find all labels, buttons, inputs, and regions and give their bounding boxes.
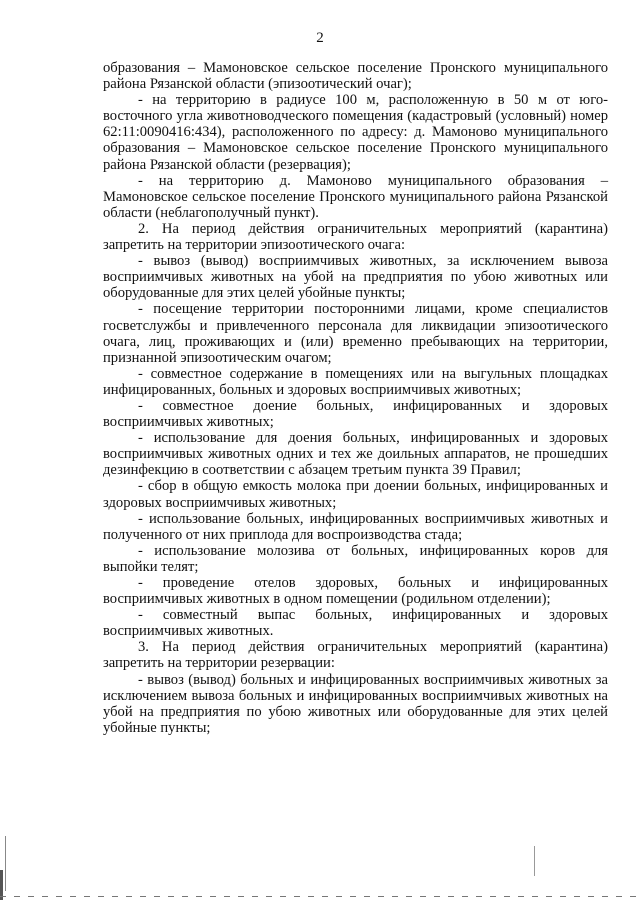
scan-artifact-right bbox=[534, 846, 535, 876]
paragraph-reservation: - на территорию в радиусе 100 м, расположенную в 50 м от юго-восточного угла животноводческого помещения (кадастровый (условный) номер 62:11:0090416:434), расположенного по адресу: д. Мамоново муниципального образования – Мамоновское сельское поселение Пронского муниципального района Рязанской области (резервация); bbox=[103, 92, 608, 173]
scan-artifact-bottom bbox=[0, 896, 640, 897]
paragraph-section-2: 2. На период действия ограничительных мероприятий (карантина) запретить на территории эпизоотического очага: bbox=[103, 220, 608, 254]
list-item: - сбор в общую емкость молока при доении больных, инфицированных и здоровых восприимчивых животных; bbox=[103, 478, 608, 511]
list-item: - использование молозива от больных, инфицированных коров для выпойки телят; bbox=[103, 542, 608, 575]
list-item: - вывоз (вывод) больных и инфицированных восприимчивых животных за исключением вывоза больных и инфицированных восприимчивых животных на убой на предприятия по убою животных или оборудованные для этих целей убойные пункты; bbox=[103, 671, 608, 736]
list-item: - вывоз (вывод) восприимчивых животных, за исключением вывоза восприимчивых животных на убой на предприятия по убою животных или оборудованные для этих целей убойные пункты; bbox=[103, 253, 608, 302]
document-body bbox=[103, 60, 608, 736]
list-item: - проведение отелов здоровых, больных и инфицированных восприимчивых животных в одном помещении (родильном отделении); bbox=[103, 575, 608, 608]
paragraph-section-3: 3. На период действия ограничительных мероприятий (карантина) запретить на территории резервации: bbox=[103, 639, 608, 672]
list-item: - использование больных, инфицированных восприимчивых животных и полученного от них приплода для воспроизводства стада; bbox=[103, 510, 608, 543]
list-item: - совместное содержание в помещениях или на выгульных площадках инфицированных, больных и здоровых восприимчивых животных; bbox=[103, 365, 608, 398]
list-item: - совместное доение больных, инфицированных и здоровых восприимчивых животных; bbox=[103, 397, 608, 431]
page-number: 2 bbox=[316, 30, 324, 46]
list-item: - посещение территории посторонними лицами, кроме специалистов госветслужбы и привлеченного персонала для ликвидации эпизоотического очага, лиц, проживающих и (или) временно пребывающих на территории, признанной эпизоотическим очагом; bbox=[103, 301, 608, 366]
list-item: - использование для доения больных, инфицированных и здоровых восприимчивых животных одних и тех же доильных аппаратов, не прошедших дезинфекцию в соответствии с абзацем третьим пункта 39 Правил; bbox=[103, 430, 608, 479]
paragraph-continuation: образования – Мамоновское сельское поселение Пронского муниципального района Рязанской области (эпизоотический очаг); bbox=[103, 60, 608, 93]
list-item: - совместный выпас больных, инфицированных и здоровых восприимчивых животных. bbox=[103, 607, 608, 640]
scan-artifact-left bbox=[5, 836, 16, 891]
paragraph-unfavorable-point: - на территорию д. Мамоново муниципального образования – Мамоновское сельское поселение Пронского муниципального района Рязанской области (неблагополучный пункт). bbox=[103, 172, 608, 221]
